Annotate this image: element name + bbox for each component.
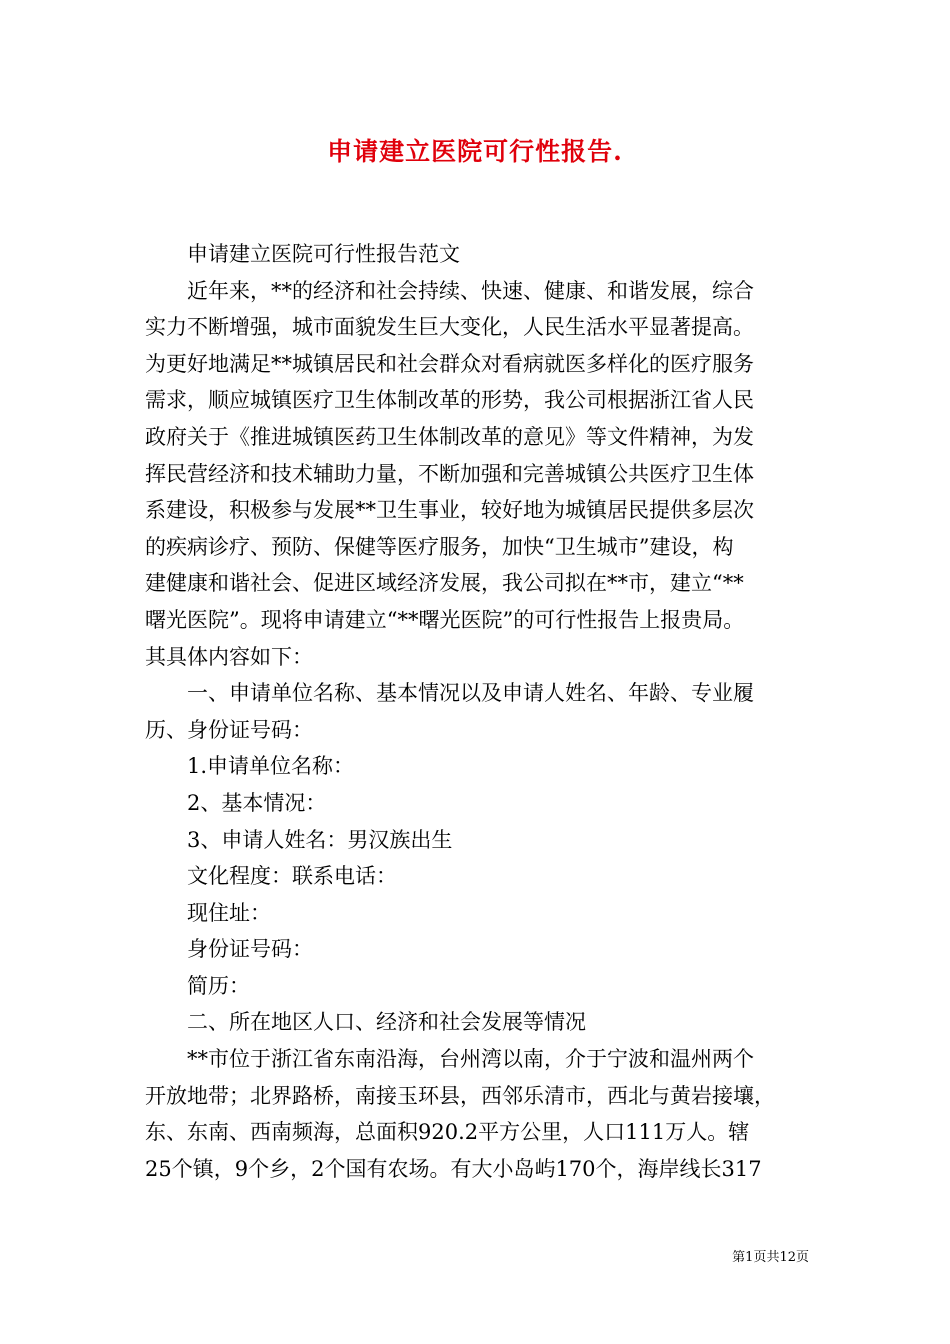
paragraph-line: 一、申请单位名称、基本情况以及申请人姓名、年龄、专业履 [145, 681, 754, 706]
paragraph-line: 其具体内容如下： [145, 644, 313, 669]
paragraph-line: 历、身份证号码： [145, 717, 313, 742]
paragraph-line: 的疾病诊疗、预防、保健等医疗服务，加快“卫生城市”建设，构 [145, 534, 734, 559]
paragraph-line: 实力不断增强，城市面貌发生巨大变化，人民生活水平显著提高。 [145, 315, 754, 340]
paragraph-line: 2、基本情况： [145, 790, 327, 815]
paragraph-line: 建健康和谐社会、促进区域经济发展，我公司拟在**市，建立“** [145, 571, 744, 596]
paragraph-line: 系建设，积极参与发展**卫生事业，较好地为城镇居民提供多层次 [145, 498, 754, 523]
paragraph-line: 曙光医院”。现将申请建立“**曙光医院”的可行性报告上报贵局。 [145, 607, 745, 632]
document-title: 申请建立医院可行性报告. [327, 137, 623, 166]
paragraph-line: **市位于浙江省东南沿海，台州湾以南，介于宁波和温州两个 [145, 1047, 754, 1072]
paragraph-line: 政府关于《推进城镇医药卫生体制改革的意见》等文件精神，为发 [145, 424, 754, 449]
paragraph-line: 挥民营经济和技术辅助力量，不断加强和完善城镇公共医疗卫生体 [145, 461, 754, 486]
paragraph-line: 开放地带；北界路桥，南接玉环县，西邻乐清市，西北与黄岩接壤， [145, 1083, 775, 1108]
paragraph-line: 为更好地满足**城镇居民和社会群众对看病就医多样化的医疗服务 [145, 351, 754, 376]
page-number: 第1页共12页 [732, 1250, 809, 1265]
paragraph-line: 25个镇，9个乡，2个国有农场。有大小岛屿170个，海岸线长317 [145, 1156, 762, 1181]
paragraph-line: 东、东南、西南频海，总面积920.2平方公里，人口111万人。辖 [145, 1120, 750, 1145]
paragraph-line: 近年来，**的经济和社会持续、快速、健康、和谐发展，综合 [145, 278, 754, 303]
paragraph-line: 需求，顺应城镇医疗卫生体制改革的形势，我公司根据浙江省人民 [145, 388, 754, 413]
paragraph-line: 文化程度：联系电话： [145, 864, 397, 889]
paragraph-line: 申请建立医院可行性报告范文 [145, 242, 460, 266]
document-body [145, 236, 807, 1187]
paragraph-line: 现住址： [145, 900, 271, 925]
paragraph-line: 1.申请单位名称： [145, 754, 355, 779]
paragraph-line: 简历： [145, 973, 250, 998]
paragraph-line: 二、所在地区人口、经济和社会发展等情况 [145, 1010, 586, 1035]
paragraph-line: 身份证号码： [145, 937, 313, 962]
paragraph-line: 3、申请人姓名：男汉族出生 [145, 827, 453, 852]
